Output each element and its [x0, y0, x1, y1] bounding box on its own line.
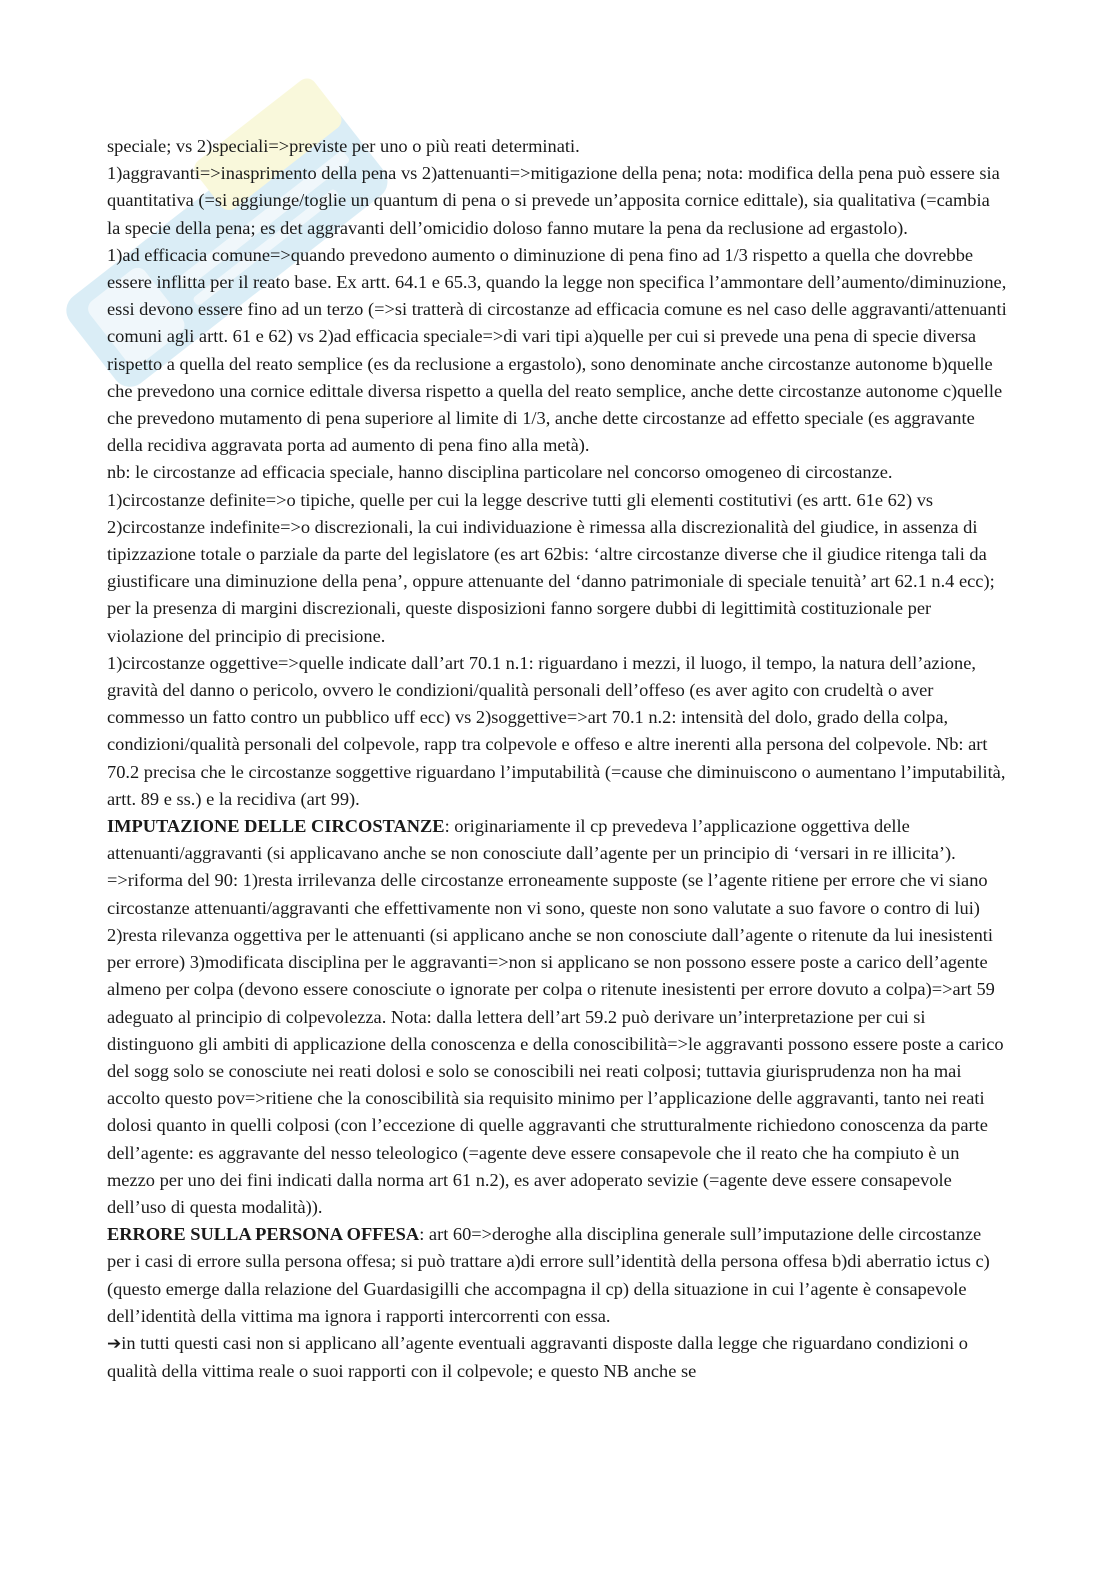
document-body [107, 133, 1007, 1385]
arrow-icon: ➔ [107, 1333, 122, 1354]
paragraph-5: 1)circostanze definite=>o tipiche, quelle per cui la legge descrive tutti gli elementi costitutivi (es artt. 61e 62) vs 2)circostanze indefinite=>o discrezionali, la cui individuazione è rimessa alla discrezionalità del giudice, in assenza di tipizzazione totale o parziale da parte del legislatore (es art 62bis: ‘altre circostanze diverse che il giudice ritenga tali da giustificare una diminuzione della pena’, oppure attenuante del ‘danno patrimoniale di speciale tenuità’ art 62.1 n.4 ecc); per la presenza di margini discrezionali, queste disposizioni fanno sorgere dubbi di legittimità costituzionale per violazione del principio di precisione. [107, 489, 995, 646]
section-heading-imputazione: IMPUTAZIONE DELLE CIRCOSTANZE [107, 816, 445, 837]
paragraph-7: IMPUTAZIONE DELLE CIRCOSTANZE: originariamente il cp prevedeva l’applicazione oggettiva delle attenuanti/aggravanti (si applicavano anche se non conosciute dall’agente per un principio di ‘versari in re illicita’). =>riforma del 90: 1)resta irrilevanza delle circostanze erroneamente supposte (se l’agente ritiene per errore che vi siano circostanze attenuanti/aggravanti che effettivamente non vi sono, queste non sono valutate a suo favore o contro di lui) 2)resta rilevanza oggettiva per le attenuanti (si applicano anche se non conosciute dall’agente o ritenute da lui inesistenti per errore) 3)modificata disciplina per le aggravanti=>non si applicano se non possono essere poste a carico dell’agente almeno per colpa (devono essere conosciute o ignorate per colpa o ritenute inesistenti per errore dovuto a colpa)=>art 59 adeguato al principio di colpevolezza. Nota: dalla lettera dell’art 59.2 può derivare un’interpretazione per cui si distinguono gli ambiti di applicazione della conoscenza e della conoscibilità=>le aggravanti possono essere poste a carico del sogg solo se conosciute nei reati dolosi e solo se conoscibili nei reati colposi; tuttavia giurisprudenza non ha mai accolto questo pov=>ritiene che la conoscibilità sia requisito minimo per l’applicazione delle aggravanti, tanto nei reati dolosi quanto in quelli colposi (con l’eccezione di quelle aggravanti che strutturalmente richiedono conoscenza da parte dell’agente: es aggravante del nesso teleologico (=agente deve essere consapevole che il reato che ha compiuto è un mezzo per uno dei fini indicati dalla norma art 61 n.2), es aver adoperato sevizie (=agente deve essere consapevole dell’uso di questa modalità)). [107, 816, 1004, 1217]
paragraph-8: ERRORE SULLA PERSONA OFFESA: art 60=>deroghe alla disciplina generale sull’imputazione delle circostanze per i casi di errore sulla persona offesa; si può trattare a)di errore sull’identità della persona offesa b)di aberratio ictus c)(questo emerge dalla relazione del Guardasigilli che accompagna il cp) della situazione in cui l’agente è consapevole dell’identità della vittima ma ignora i rapporti intercorrenti con essa. [107, 1224, 990, 1326]
paragraph-3: 1)ad efficacia comune=>quando prevedono aumento o diminuzione di pena fino ad 1/3 rispetto a quella che dovrebbe essere inflitta per il reato base. Ex artt. 64.1 e 65.3, quando la legge non specifica l’ammontare dell’aumento/diminuzione, essi devono essere fino ad un terzo (=>si tratterà di circostanze ad efficacia comune es nel caso delle aggravanti/attenuanti comuni agli artt. 61 e 62) vs 2)ad efficacia speciale=>di vari tipi a)quelle per cui si prevede una pena di specie diversa rispetto a quella del reato semplice (es da reclusione a ergastolo), sono denominate anche circostanze autonome b)quelle che prevedono una cornice edittale diversa rispetto a quella del reato semplice, anche dette circostanze autonome c)quelle che prevedono mutamento di pena superiore al limite di 1/3, anche dette circostanze ad effetto speciale (es aggravante della recidiva aggravata porta ad aumento di pena fino alla metà). [107, 244, 1007, 456]
paragraph-1: speciale; vs 2)speciali=>previste per uno o più reati determinati. [107, 136, 580, 156]
paragraph-6: 1)circostanze oggettive=>quelle indicate dall’art 70.1 n.1: riguardano i mezzi, il luogo, il tempo, la natura dell’azione, gravità del danno o pericolo, ovvero le condizioni/qualità personali dell’offeso (es aver agito con crudeltà o aver commesso un fatto contro un pubblico uff ecc) vs 2)soggettive=>art 70.1 n.2: intensità del dolo, grado della colpa, condizioni/qualità personali del colpevole, rapp tra colpevole e offeso e altre inerenti alla persona del colpevole. Nb: art 70.2 precisa che le circostanze soggettive riguardano l’imputabilità (=cause che diminuiscono o aumentano l’imputabilità, artt. 89 e ss.) e la recidiva (art 99). [107, 652, 1006, 809]
section-heading-errore: ERRORE SULLA PERSONA OFFESA [107, 1224, 420, 1245]
paragraph-9: ➔in tutti questi casi non si applicano all’agente eventuali aggravanti disposte dalla legge che riguardano condizioni o qualità della vittima reale o suoi rapporti con il colpevole; e questo NB anche se [107, 1332, 968, 1382]
paragraph-2: 1)aggravanti=>inasprimento della pena vs 2)attenuanti=>mitigazione della pena; nota: modifica della pena può essere sia quantitativa (=si aggiunge/toglie un quantum di pena o si prevede un’apposita cornice edittale), sia qualitativa (=cambia la specie della pena; es det aggravanti dell’omicidio doloso fanno mutare la pena da reclusione ad ergastolo). [107, 163, 1000, 238]
paragraph-4: nb: le circostanze ad efficacia speciale, hanno disciplina particolare nel concorso omogeneo di circostanze. [107, 462, 893, 483]
